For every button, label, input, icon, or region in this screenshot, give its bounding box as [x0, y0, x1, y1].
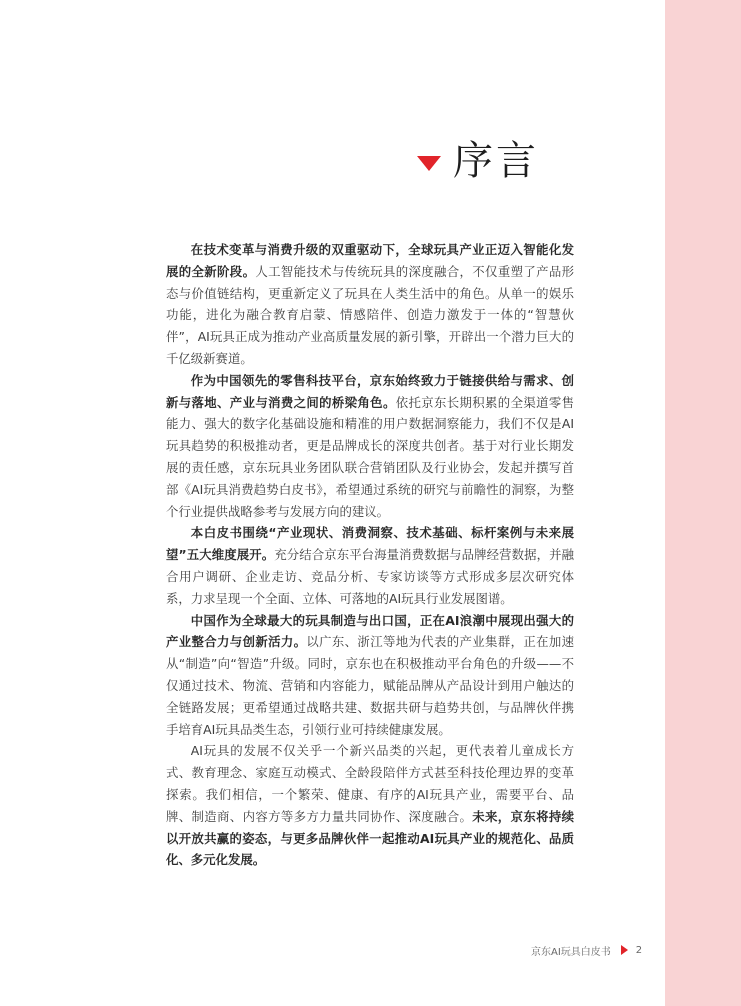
triangle-down-icon — [417, 156, 441, 171]
paragraph-1 — [166, 239, 574, 370]
paragraph-5 — [166, 740, 574, 871]
paragraph-lead: 在技术变革与消费升级的双重驱动下，全球玩具产业正迈入智能化发展的全新阶段。 — [166, 242, 574, 279]
footer-doc-title: 京东AI玩具白皮书 — [531, 946, 611, 958]
paragraph-2 — [166, 370, 574, 523]
paragraph-text: 人工智能技术与传统玩具的深度融合，不仅重塑了产品形态与价值链结构，更重新定义了玩具在人类生活中的角色。从单一的娱乐功能，进化为融合教育启蒙、情感陪伴、创造力激发于一体的“智慧伙伴”，AI玩具正成为推动产业高质量发展的新引擎，开辟出一个潜力巨大的千亿级新赛道。 — [166, 263, 575, 366]
page-number: 2 — [635, 944, 643, 956]
paragraph-4 — [166, 610, 574, 741]
paragraph-lead: 作为中国领先的零售科技平台，京东始终致力于链接供给与需求、创新与落地、产业与消费之间的桥梁角色。 — [166, 372, 574, 410]
side-color-band — [665, 0, 741, 1006]
paragraph-lead: 本白皮书围绕“产业现状、消费洞察、技术基础、标杆案例与未来展望”五大维度展开。 — [166, 525, 574, 563]
page-title: 序言 — [453, 138, 539, 184]
paragraph-lead: 中国作为全球最大的玩具制造与出口国，正在AI浪潮中展现出强大的产业整合力与创新活力。 — [166, 612, 574, 650]
triangle-right-icon — [621, 945, 628, 955]
paragraph-closing-bold: 未来，京东将持续以开放共赢的姿态，与更多品牌伙伴一起推动AI玩具产业的规范化、品质化、多元化发展。 — [166, 808, 575, 868]
paragraph-text: AI玩具的发展不仅关乎一个新兴品类的兴起，更代表着儿童成长方式、教育理念、家庭互动模式、全龄段陪伴方式甚至科技伦理边界的变革探索。我们相信，一个繁荣、健康、有序的AI玩具产业，需要平台、品牌、制造商、内容方等多方力量共同协作、深度融合。 — [166, 743, 574, 824]
paragraph-text: 充分结合京东平台海量消费数据与品牌经营数据，并融合用户调研、企业走访、竞品分析、专家访谈等方式形成多层次研究体系，力求呈现一个全面、立体、可落地的AI玩具行业发展图谱。 — [166, 547, 574, 606]
paragraph-text: 以广东、浙江等地为代表的产业集群，正在加速从“制造”向“智造”升级。同时，京东也在积极推动平台角色的升级——不仅通过技术、物流、营销和内容能力，赋能品牌从产品设计到用户触达的全链路发展；更希望通过战略共建、数据共研与趋势共创，与品牌伙伴携手培育AI玩具品类生态，引领行业可持续健康发展。 — [166, 634, 575, 737]
page-footer — [531, 942, 642, 958]
paragraph-text: 依托京东长期积累的全渠道零售能力、强大的数字化基础设施和精准的用户数据洞察能力，我们不仅是AI玩具趋势的积极推动者，更是品牌成长的深度共创者。基于对行业长期发展的责任感，京东玩具业务团队联合营销团队及行业协会，发起并撰写首部《AI玩具消费趋势白皮书》，希望通过系统的研究与前瞻性的洞察，为整个行业提供战略参考与发展方向的建议。 — [166, 394, 575, 519]
paragraph-3 — [166, 522, 574, 609]
preface-body — [166, 239, 574, 871]
page-title-block — [417, 136, 539, 186]
